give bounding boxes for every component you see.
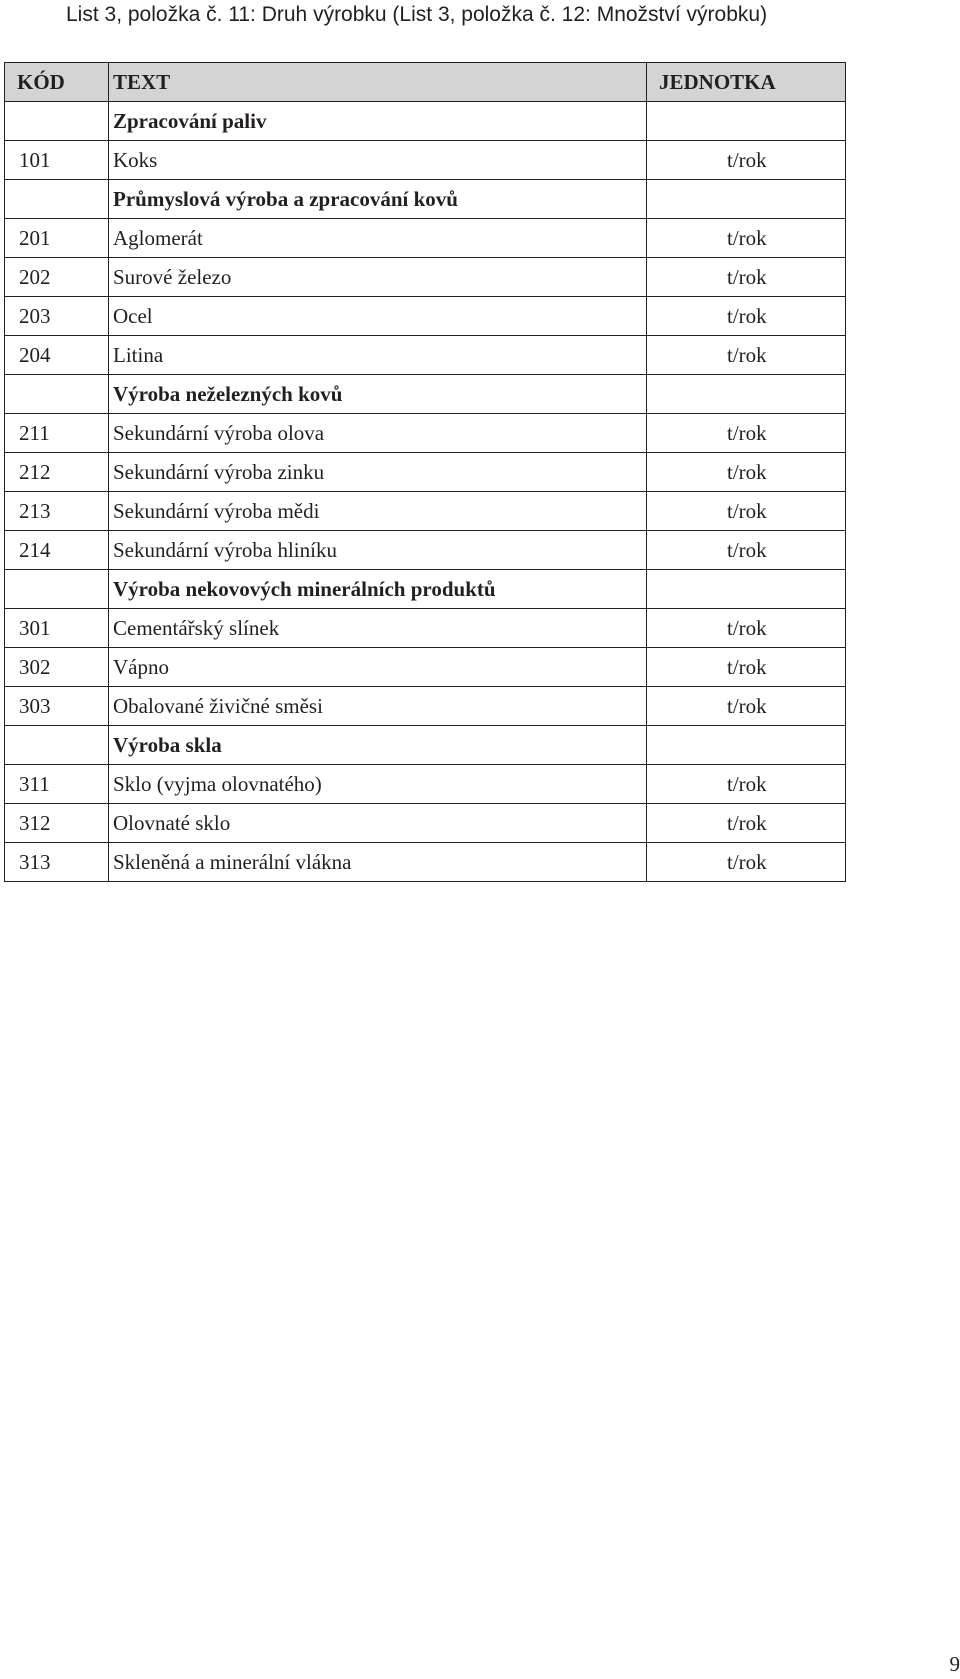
row-text-cell: Litina [109, 336, 647, 375]
row-text-cell: Sekundární výroba hliníku [109, 531, 647, 570]
row-code-cell: 201 [5, 219, 109, 258]
column-header-unit: JEDNOTKA [647, 63, 846, 102]
row-text-cell: Výroba nekovových minerálních produktů [109, 570, 647, 609]
row-unit-cell: t/rok [647, 219, 846, 258]
row-text-cell: Sekundární výroba zinku [109, 453, 647, 492]
row-code-cell: 313 [5, 843, 109, 882]
product-type-table [4, 62, 846, 882]
table-header [5, 63, 846, 102]
row-code-cell [5, 180, 109, 219]
table-row [5, 804, 846, 843]
row-text-cell: Ocel [109, 297, 647, 336]
section-heading-row [5, 726, 846, 765]
row-text-cell: Průmyslová výroba a zpracování kovů [109, 180, 647, 219]
row-text-cell: Aglomerát [109, 219, 647, 258]
table-body [5, 102, 846, 882]
table-row [5, 219, 846, 258]
row-text-cell: Olovnaté sklo [109, 804, 647, 843]
table-row [5, 453, 846, 492]
row-unit-cell [647, 102, 846, 141]
row-code-cell [5, 726, 109, 765]
table-row [5, 531, 846, 570]
row-unit-cell: t/rok [647, 687, 846, 726]
row-text-cell: Sekundární výroba mědi [109, 492, 647, 531]
row-unit-cell: t/rok [647, 141, 846, 180]
row-unit-cell [647, 570, 846, 609]
row-text-cell: Výroba neželezných kovů [109, 375, 647, 414]
row-code-cell: 213 [5, 492, 109, 531]
column-header-text: TEXT [109, 63, 647, 102]
row-code-cell: 202 [5, 258, 109, 297]
row-text-cell: Zpracování paliv [109, 102, 647, 141]
row-unit-cell [647, 180, 846, 219]
row-unit-cell: t/rok [647, 492, 846, 531]
row-unit-cell: t/rok [647, 609, 846, 648]
row-unit-cell: t/rok [647, 453, 846, 492]
row-unit-cell: t/rok [647, 765, 846, 804]
row-code-cell [5, 375, 109, 414]
page-heading: List 3, položka č. 11: Druh výrobku (List 3, položka č. 12: Množství výrobku) [66, 3, 768, 26]
row-unit-cell: t/rok [647, 336, 846, 375]
row-text-cell: Sklo (vyjma olovnatého) [109, 765, 647, 804]
table-row [5, 648, 846, 687]
row-unit-cell: t/rok [647, 414, 846, 453]
table-row [5, 492, 846, 531]
table-row [5, 336, 846, 375]
row-unit-cell: t/rok [647, 648, 846, 687]
table-row [5, 843, 846, 882]
row-text-cell: Surové železo [109, 258, 647, 297]
row-unit-cell [647, 375, 846, 414]
table-row [5, 297, 846, 336]
row-code-cell: 211 [5, 414, 109, 453]
row-code-cell: 203 [5, 297, 109, 336]
row-code-cell [5, 570, 109, 609]
column-header-code: KÓD [5, 63, 109, 102]
row-code-cell [5, 102, 109, 141]
section-heading-row [5, 102, 846, 141]
section-heading-row [5, 375, 846, 414]
row-unit-cell: t/rok [647, 804, 846, 843]
table-row [5, 609, 846, 648]
row-code-cell: 312 [5, 804, 109, 843]
row-text-cell: Obalované živičné směsi [109, 687, 647, 726]
row-text-cell: Koks [109, 141, 647, 180]
table-row [5, 765, 846, 804]
row-text-cell: Sekundární výroba olova [109, 414, 647, 453]
table-header-row [5, 63, 846, 102]
row-text-cell: Skleněná a minerální vlákna [109, 843, 647, 882]
table-row [5, 141, 846, 180]
row-code-cell: 212 [5, 453, 109, 492]
table-row [5, 687, 846, 726]
table-row [5, 258, 846, 297]
section-heading-row [5, 180, 846, 219]
row-unit-cell: t/rok [647, 258, 846, 297]
row-code-cell: 301 [5, 609, 109, 648]
row-code-cell: 303 [5, 687, 109, 726]
row-text-cell: Cementářský slínek [109, 609, 647, 648]
row-text-cell: Výroba skla [109, 726, 647, 765]
row-code-cell: 101 [5, 141, 109, 180]
row-text-cell: Vápno [109, 648, 647, 687]
page-number: 9 [949, 1652, 960, 1676]
row-code-cell: 204 [5, 336, 109, 375]
row-unit-cell: t/rok [647, 531, 846, 570]
row-unit-cell: t/rok [647, 843, 846, 882]
row-code-cell: 302 [5, 648, 109, 687]
table-row [5, 414, 846, 453]
section-heading-row [5, 570, 846, 609]
row-unit-cell [647, 726, 846, 765]
row-unit-cell: t/rok [647, 297, 846, 336]
row-code-cell: 214 [5, 531, 109, 570]
row-code-cell: 311 [5, 765, 109, 804]
